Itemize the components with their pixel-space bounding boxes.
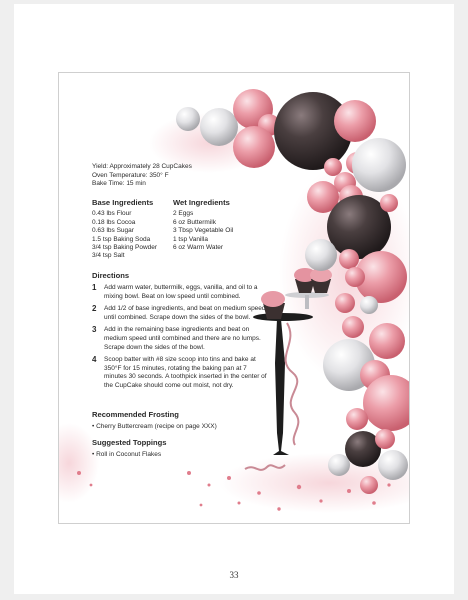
wet-ingredient-item: 2 Eggs	[173, 210, 194, 218]
base-ingredients-heading: Base Ingredients	[92, 198, 154, 207]
base-ingredient-item: 1.5 tsp Baking Soda	[92, 235, 151, 243]
watercolor-wash	[59, 423, 99, 503]
frosting-item: • Cherry Buttercream (recipe on page XXX)	[92, 423, 217, 431]
step-text: Add 1/2 of base ingredients, and beat on medium speed until combined. Scrape down the sides of the bowl.	[104, 305, 266, 321]
directions-heading: Directions	[92, 271, 130, 280]
wet-ingredient-item: 6 oz Buttermilk	[173, 218, 216, 226]
oven-temperature-text: Oven Temperature: 350° F	[92, 171, 169, 179]
frosting-heading: Recommended Frosting	[92, 410, 179, 419]
wet-ingredients-heading: Wet Ingredients	[173, 198, 230, 207]
direction-step	[92, 356, 267, 390]
directions	[92, 271, 267, 395]
toppings-heading: Suggested Toppings	[92, 438, 167, 447]
bake-time-text: Bake Time: 15 min	[92, 180, 146, 188]
base-ingredient-item: 0.63 lbs Sugar	[92, 227, 134, 235]
step-text: Scoop batter with #8 size scoop into tins and bake at 350°F for 15 minutes, rotating the baking pan at 7 minutes 30 seconds. A toothpick inserted in the center of the CupCake should come out moist, not dry.	[104, 356, 267, 389]
direction-step	[92, 284, 267, 301]
direction-step	[92, 326, 267, 352]
step-number: 1	[92, 283, 97, 292]
yield-text: Yield: Approximately 28 CupCakes	[92, 163, 192, 170]
base-ingredient-item: 0.43 lbs Flour	[92, 210, 132, 218]
frosting-item-text: Cherry Buttercream (recipe on page XXX)	[96, 423, 217, 431]
wet-ingredients	[173, 199, 233, 252]
wet-ingredient-item: 3 Tbsp Vegetable Oil	[173, 227, 234, 235]
step-text: Add in the remaining base ingredients and beat on medium speed until combined and there are no lumps. Scrape down the sides of the bowl.	[104, 326, 261, 351]
topping-item-text: Roll in Coconut Flakes	[96, 451, 162, 459]
wet-ingredient-item: 1 tsp Vanilla	[173, 235, 208, 243]
step-number: 3	[92, 325, 97, 335]
recipe-meta	[92, 163, 192, 189]
base-ingredient-item: 3/4 tsp Baking Powder	[92, 244, 158, 252]
wet-ingredient-item: 6 oz Warm Water	[173, 244, 224, 252]
recommended-frosting	[92, 411, 217, 432]
recipe-page-frame	[58, 72, 410, 524]
direction-step	[92, 305, 267, 322]
step-number: 4	[92, 355, 97, 365]
step-text: Add warm water, buttermilk, eggs, vanilla, and oil to a mixing bowl. Beat on low speed until combined.	[104, 284, 258, 300]
base-ingredient-item: 0.18 lbs Cocoa	[92, 218, 136, 226]
base-ingredient-item: 3/4 tsp Salt	[92, 252, 125, 260]
step-number: 2	[92, 304, 97, 314]
base-ingredients	[92, 199, 157, 261]
suggested-toppings	[92, 439, 167, 460]
page-number: 33	[229, 570, 239, 580]
topping-item: • Roll in Coconut Flakes	[92, 451, 162, 459]
